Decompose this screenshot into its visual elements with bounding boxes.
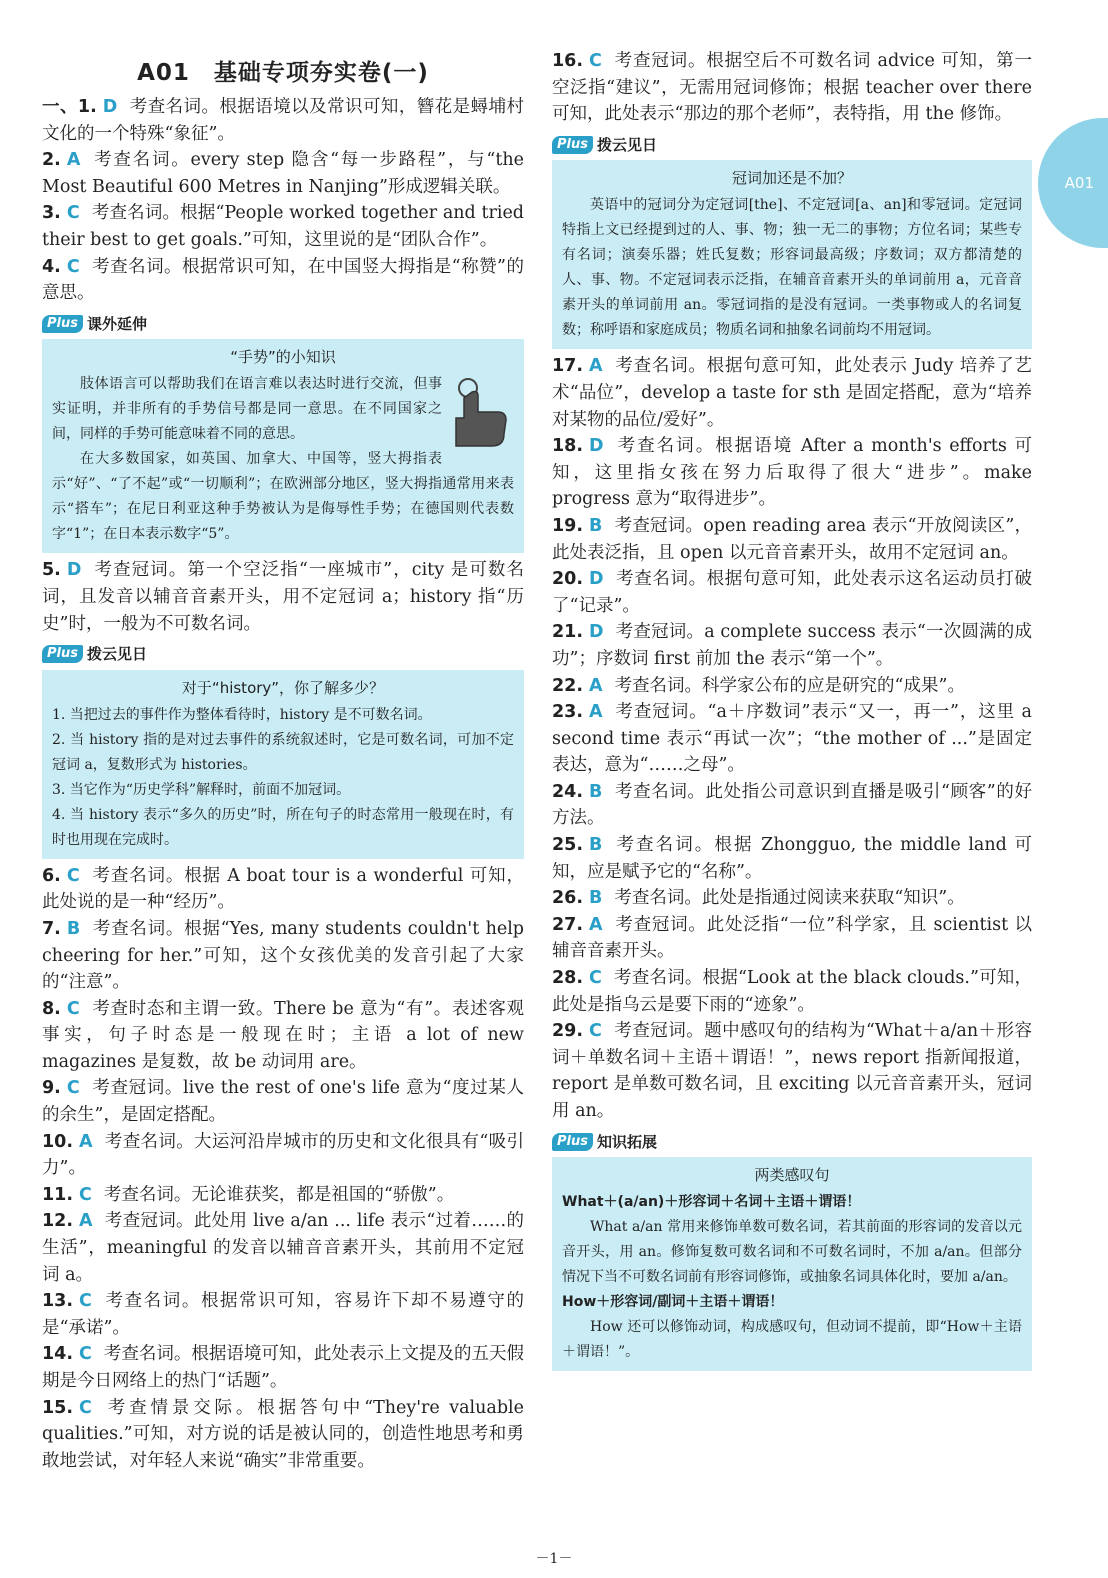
box-title: 冠词加还是不加？: [731, 169, 852, 188]
page-title: A01 基础专项夯实卷(一): [137, 60, 429, 86]
plus-badge-icon: Plus: [552, 136, 593, 154]
question-1: 一、1. D 考查名词。根据语境以及常识可知，簪花是蟳埔村文化的一个特殊“象征”。: [42, 97, 525, 144]
box-paragraph: How 还可以修饰动词，构成感叹句，但动词不提前，即“How＋主语＋谓语！”。: [562, 1319, 1022, 1361]
right-column: [552, 48, 1032, 1375]
box-line: 1. 当把过去的事件作为整体看待时，history 是不可数名词。: [52, 706, 432, 723]
history-tip-box: [42, 670, 524, 859]
question-25: 25. B 考查名词。根据 Zhongguo, the middle land 可知，应是赋予它的“名称”。: [552, 835, 1032, 882]
left-column: [42, 40, 524, 1474]
box-header-expansion: Plus 知识拓展: [552, 1129, 1032, 1156]
question-24: 24. B 考查名词。此处指公司意识到直播是吸引“顾客”的好方法。: [552, 781, 1032, 829]
formula-line: How＋形容词/副词＋主语＋谓语！: [562, 1294, 784, 1311]
page-number: －1－: [535, 1551, 573, 1567]
box-header-insight: Plus 拨云见日: [552, 132, 1032, 159]
question-22: 22. A 考查名词。科学家公布的应是研究的“成果”。: [552, 675, 965, 696]
question-2: 2. A 考查名词。every step 隐含“每一步路程”，与“the Most Beautiful 600 Metres in Nanjing”形成逻辑关联。: [42, 150, 524, 197]
question-18: 18. D 考查名词。根据语境 After a month's efforts 可知，这里指女孩在努力后取得了很大“进步”。make progress 意为“取得进步”。: [552, 436, 1032, 510]
plus-badge-icon: Plus: [552, 1133, 593, 1151]
box-line: 4. 当 history 表示“多久的历史”时，所在句子的时态常用一般现在时，有时也用现在完成时。: [52, 806, 514, 848]
box-header-insight: Plus 拨云见日: [42, 641, 524, 668]
box-title: 对于“history”，你了解多少？: [181, 678, 385, 697]
question-9: 9. C 考查冠词。live the rest of one's life 意为“度过某人的余生”，是固定搭配。: [42, 1078, 524, 1126]
question-5: 5. D 考查冠词。第一个空泛指“一座城市”，city 是可数名词，且发音以辅音音素开头，用不定冠词 a；history 指“历史”时，一般为不可数名词。: [42, 560, 524, 634]
question-28: 28. C 考查名词。根据“Look at the black clouds.”可知，此处是指乌云是要下雨的“迹象”。: [552, 968, 1032, 1015]
question-23: 23. A 考查冠词。“a＋序数词”表示“又一，再一”，这里 a second time 表示“再试一次”；“the mother of ...”是固定表达，意为“……之母”。: [552, 702, 1032, 776]
exclamation-tip-box: [552, 1157, 1032, 1371]
question-10: 10. A 考查名词。大运河沿岸城市的历史和文化很具有“吸引力”。: [42, 1131, 524, 1179]
question-13: 13. C 考查名词。根据常识可知，容易许下却不易遵守的是“承诺”。: [42, 1291, 524, 1338]
question-8: 8. C 考查时态和主谓一致。There be 意为“有”。表述客观事实，句子时态是一般现在时；主语 a lot of new magazines 是复数，故 be 动词用 are。: [42, 998, 524, 1072]
box-paragraph: 英语中的冠词分为定冠词[the]、不定冠词[a、an]和零冠词。定冠词特指上文已经提到过的人、事、物；独一无二的事物；方位名词；某些专有名词；演奏乐器；姓氏复数；形容词最高级；序数词；双方都清楚的人、事、物。不定冠词表示泛指，在辅音音素开头的单词前用 a，元音音素开头的单词前用 an。零冠词指的是没有冠词。一类事物或人的名词复数；称呼语和家庭成员；物质名词和抽象名词前均不用冠词。: [562, 197, 1022, 339]
side-tab-label: A01: [1064, 174, 1094, 192]
question-14: 14. C 考查名词。根据语境可知，此处表示上文提及的五天假期是今日网络上的热门“话题”。: [42, 1344, 524, 1391]
box-header-extension: Plus 课外延伸: [42, 311, 524, 338]
question-17: 17. A 考查名词。根据句意可知，此处表示 Judy 培养了艺术“品位”，develop a taste for sth 是固定搭配，意为“培养对某物的品位/爱好”。: [552, 356, 1032, 430]
box-paragraph: 在大多数国家，如英国、加拿大、中国等，竖大拇指表示“好”、“了不起”或“一切顺利”；在欧洲部分地区，竖大拇指通常用来表示“搭车”；在尼日利亚这种手势被认为是侮辱性手势；在德国则代表数字“1”；在日本表示数字“5”。: [52, 451, 514, 543]
question-11: 11. C 考查名词。无论谁获奖，都是祖国的“骄傲”。: [42, 1184, 455, 1205]
box-paragraph: 肢体语言可以帮助我们在语言难以表达时进行交流，但事实证明，并非所有的手势信号都是同一意思。在不同国家之间，同样的手势可能意味着不同的意思。: [52, 376, 442, 443]
article-tip-box: [552, 160, 1032, 349]
box-line: 2. 当 history 指的是对过去事件的系统叙述时，它是可数名词，可加不定冠词 a，复数形式为 histories。: [52, 731, 514, 773]
plus-badge-icon: Plus: [42, 315, 83, 333]
question-16: 16. C 考查冠词。根据空后不可数名词 advice 可知，第一空泛指“建议”，无需用冠词修饰；根据 teacher over there 可知，此处表示“那边的那个老师”，表特指，用 the 修饰。: [552, 51, 1032, 125]
question-7: 7. B 考查名词。根据“Yes, many students couldn't help cheering for her.”可知，这个女孩优美的发音引起了大家的“注意”。: [42, 918, 524, 993]
question-3: 3. C 考查名词。根据“People worked together and tried their best to get goals.”可知，这里说的是“团队合作”。: [42, 203, 524, 250]
thumbs-up-icon: [448, 374, 514, 452]
question-12: 12. A 考查冠词。此处用 live a/an ... life 表示“过着……的生活”，meaningful 的发音以辅音音素开头，其前用不定冠词 a。: [42, 1211, 524, 1285]
question-4: 4. C 考查名词。根据常识可知，在中国竖大拇指是“称赞”的意思。: [42, 256, 524, 304]
question-29: 29. C 考查冠词。题中感叹句的结构为“What＋a/an＋形容词＋单数名词＋主语＋谓语！”，news report 指新闻报道，report 是单数可数名词，且 exciting 以元音音素开头，冠词用 an。: [552, 1021, 1032, 1121]
formula-line: What＋(a/an)＋形容词＋名词＋主语＋谓语！: [562, 1194, 861, 1211]
question-20: 20. D 考查名词。根据句意可知，此处表示这名运动员打破了“记录”。: [552, 569, 1032, 616]
box-paragraph: What a/an 常用来修饰单数可数名词，若其前面的形容词的发音以元音开头，用 an。修饰复数可数名词和不可数名词时，不加 a/an。但部分情况下当不可数名词前有形容词修饰，或抽象名词具体化时，要加 a/an。: [562, 1219, 1022, 1286]
gesture-tip-box: [42, 339, 524, 553]
box-title: “手势”的小知识: [230, 348, 336, 367]
question-6: 6. C 考查名词。根据 A boat tour is a wonderful 可知，此处说的是一种“经历”。: [42, 865, 524, 913]
question-26: 26. B 考查名词。此处是指通过阅读来获取“知识”。: [552, 888, 965, 909]
box-line: 3. 当它作为“历史学科”解释时，前面不加冠词。: [52, 781, 351, 798]
question-21: 21. D 考查冠词。a complete success 表示“一次圆满的成功”；序数词 first 前加 the 表示“第一个”。: [552, 622, 1032, 669]
box-title: 两类感叹句: [754, 1166, 830, 1185]
question-15: 15. C 考查情景交际。根据答句中“They're valuable qualities.”可知，对方说的话是被认同的，创造性地思考和勇敢地尝试，对年轻人来说“确实”非常重要。: [42, 1397, 524, 1471]
question-27: 27. A 考查冠词。此处泛指“一位”科学家，且 scientist 以辅音音素开头。: [552, 914, 1032, 962]
question-19: 19. B 考查冠词。open reading area 表示“开放阅读区”，此处表泛指，且 open 以元音音素开头，故用不定冠词 an。: [552, 515, 1032, 563]
plus-badge-icon: Plus: [42, 645, 83, 663]
